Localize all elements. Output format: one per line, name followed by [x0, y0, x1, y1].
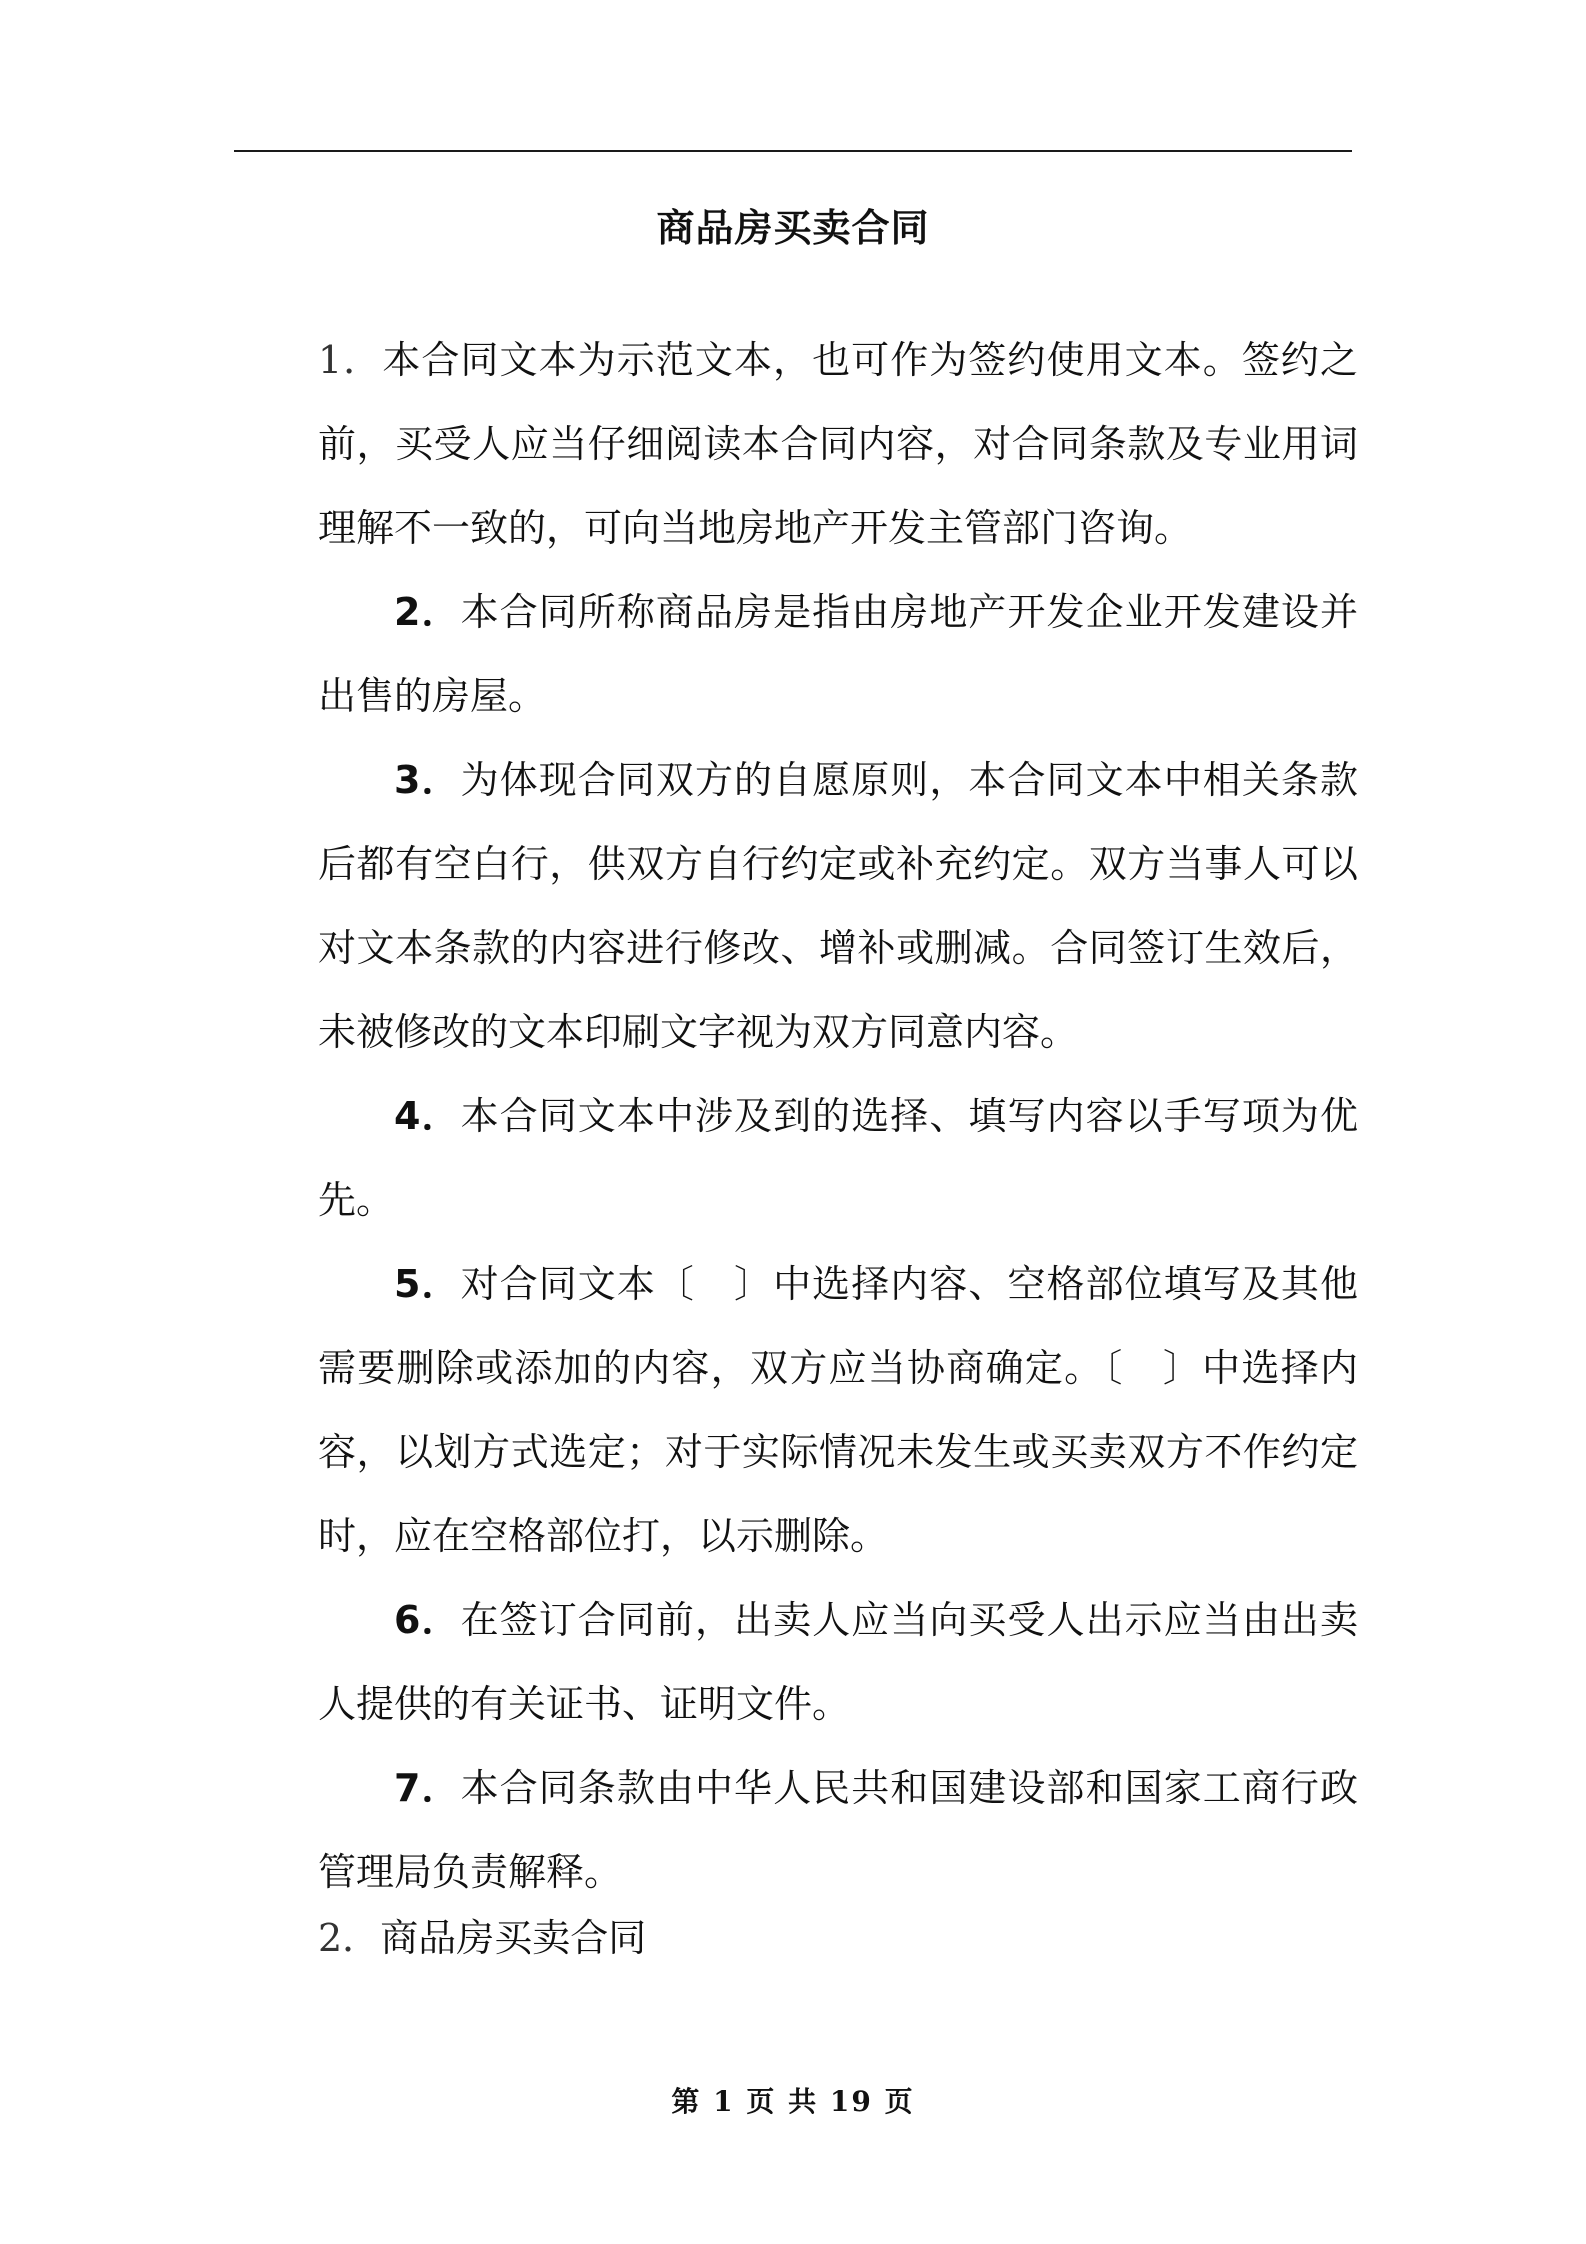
paragraph-1: [318, 318, 1358, 570]
paragraph-text: 对合同文本〔 〕中选择内容、空格部位填写及其他需要删除或添加的内容，双方应当协商确定。〔 〕中选择内容，以划方式选定；对于实际情况未发生或买卖双方不作约定时，应在空格部位打，以示删除。: [318, 1262, 1358, 1558]
section-number: 2．: [318, 1916, 381, 1960]
paragraph-text: 为体现合同双方的自愿原则，本合同文本中相关条款后都有空白行，供双方自行约定或补充约定。双方当事人可以对文本条款的内容进行修改、增补或删减。合同签订生效后，未被修改的文本印刷文字视为双方同意内容。: [318, 758, 1358, 1054]
paragraph-number: 7．: [394, 1766, 461, 1810]
paragraph-number: 3．: [394, 758, 461, 802]
paragraph-3: [318, 738, 1358, 1074]
paragraph-text: 本合同所称商品房是指由房地产开发企业开发建设并出售的房屋。: [318, 590, 1358, 718]
paragraph-number: 6．: [394, 1598, 461, 1642]
section-title: 商品房买卖合同: [380, 1916, 647, 1960]
paragraph-number: 5．: [394, 1262, 461, 1306]
paragraph-text: 在签订合同前，出卖人应当向买受人出示应当由出卖人提供的有关证书、证明文件。: [318, 1598, 1358, 1726]
paragraph-number: 2．: [394, 590, 461, 634]
page-footer: 第 1 页 共 19 页: [671, 2085, 915, 2118]
document-body: [318, 318, 1358, 1914]
paragraph-text: 本合同条款由中华人民共和国建设部和国家工商行政管理局负责解释。: [318, 1766, 1358, 1894]
header-rule: [234, 150, 1352, 152]
section-heading: [318, 1908, 646, 1968]
paragraph-2: [318, 570, 1358, 738]
document-title: 商品房买卖合同: [656, 206, 930, 250]
paragraph-4: [318, 1074, 1358, 1242]
paragraph-7: [318, 1746, 1358, 1914]
paragraph-text: 本合同文本中涉及到的选择、填写内容以手写项为优先。: [318, 1094, 1358, 1222]
paragraph-number: 1．: [318, 338, 383, 382]
paragraph-5: [318, 1242, 1358, 1578]
paragraph-text: 本合同文本为示范文本，也可作为签约使用文本。签约之前，买受人应当仔细阅读本合同内容，对合同条款及专业用词理解不一致的，可向当地房地产开发主管部门咨询。: [318, 338, 1358, 550]
paragraph-number: 4．: [394, 1094, 461, 1138]
paragraph-6: [318, 1578, 1358, 1746]
